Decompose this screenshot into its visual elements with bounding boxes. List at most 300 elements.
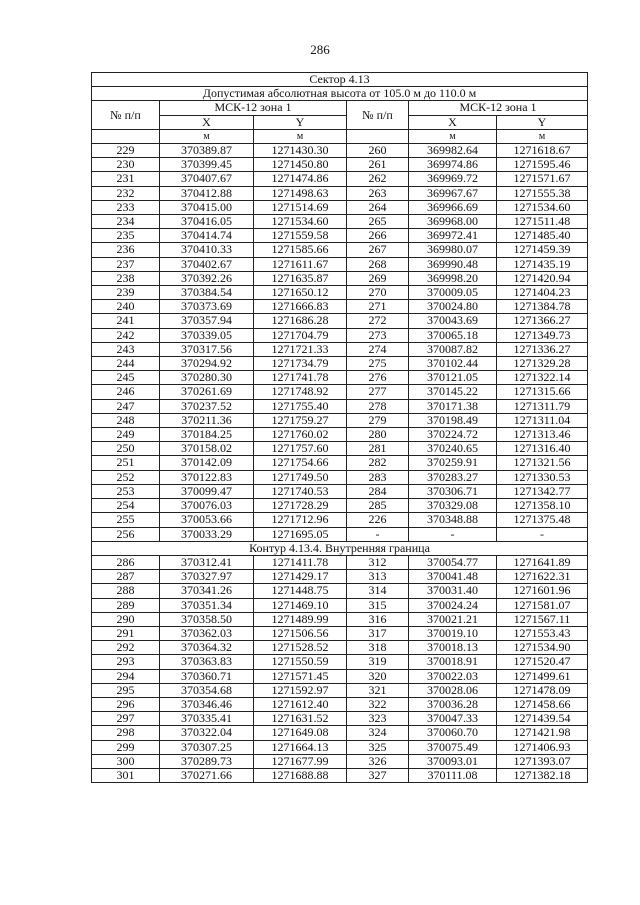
x-left: 370363.83 [160, 655, 254, 669]
x-left: 370261.69 [160, 385, 254, 399]
x-left: 370362.03 [160, 626, 254, 640]
point-num-right: 323 [347, 712, 409, 726]
x-right: 370283.27 [409, 470, 497, 484]
x-left: 370339.05 [160, 328, 254, 342]
point-num-left: 292 [92, 641, 160, 655]
table-row [92, 215, 588, 229]
y-right: 1271311.04 [497, 413, 588, 427]
table-row [92, 229, 588, 243]
y-right: 1271316.40 [497, 442, 588, 456]
y-right: 1271534.90 [497, 641, 588, 655]
x-left: 370373.69 [160, 300, 254, 314]
x-left: 370099.47 [160, 484, 254, 498]
x-left: 370211.36 [160, 413, 254, 427]
point-num-right: 260 [347, 144, 409, 158]
x-right: 370043.69 [409, 314, 497, 328]
table-row [92, 328, 588, 342]
x-left: 370289.73 [160, 754, 254, 768]
y-right: 1271595.46 [497, 158, 588, 172]
y-left: 1271759.27 [254, 413, 347, 427]
point-num-left: 252 [92, 470, 160, 484]
x-left: 370407.67 [160, 172, 254, 186]
x-right: 370111.08 [409, 768, 497, 782]
x-right: 369980.07 [409, 243, 497, 257]
y-left: 1271748.92 [254, 385, 347, 399]
x-right: 369968.00 [409, 215, 497, 229]
x-right: 370009.05 [409, 286, 497, 300]
y-right: 1271622.31 [497, 570, 588, 584]
x-left: 370280.30 [160, 371, 254, 385]
point-num-left: 231 [92, 172, 160, 186]
x-left: 370237.52 [160, 399, 254, 413]
x-left: 370294.92 [160, 357, 254, 371]
x-left: 370327.97 [160, 570, 254, 584]
table-row [92, 712, 588, 726]
table-row [92, 584, 588, 598]
x-left: 370389.87 [160, 144, 254, 158]
point-num-right: 325 [347, 740, 409, 754]
table-row [92, 314, 588, 328]
x-left: 370158.02 [160, 442, 254, 456]
point-num-left: 253 [92, 484, 160, 498]
header-row-1 [92, 101, 588, 115]
y-left: 1271469.10 [254, 598, 347, 612]
y-left: 1271757.60 [254, 442, 347, 456]
y-right: 1271435.19 [497, 257, 588, 271]
y-right: 1271406.93 [497, 740, 588, 754]
table-row [92, 428, 588, 442]
point-num-left: 234 [92, 215, 160, 229]
x-right: 370348.88 [409, 513, 497, 527]
sector-title-row [92, 73, 588, 87]
table-row [92, 470, 588, 484]
y-left: 1271734.79 [254, 357, 347, 371]
point-num-left: 256 [92, 527, 160, 541]
point-num-right: 263 [347, 186, 409, 200]
point-num-right: 274 [347, 342, 409, 356]
x-left: 370416.05 [160, 215, 254, 229]
table-row [92, 399, 588, 413]
table-row [92, 598, 588, 612]
table-row [92, 754, 588, 768]
x-left: 370076.03 [160, 499, 254, 513]
y-right: 1271641.89 [497, 555, 588, 569]
x-left: 370053.66 [160, 513, 254, 527]
y-left: 1271649.08 [254, 726, 347, 740]
y-right: 1271322.14 [497, 371, 588, 385]
x-left: 370414.74 [160, 229, 254, 243]
x-left: 370354.68 [160, 683, 254, 697]
x-right: 370121.05 [409, 371, 497, 385]
y-left: 1271760.02 [254, 428, 347, 442]
table-row [92, 158, 588, 172]
y-right: 1271553.43 [497, 626, 588, 640]
y-right: 1271349.73 [497, 328, 588, 342]
col-num-right: № п/п [347, 101, 409, 129]
table-row [92, 243, 588, 257]
unit-blank-left [92, 129, 160, 143]
point-num-left: 286 [92, 555, 160, 569]
y-right: 1271311.79 [497, 399, 588, 413]
x-right: 370259.91 [409, 456, 497, 470]
contour-title: Контур 4.13.4. Внутренняя граница [92, 541, 588, 555]
x-right: 369990.48 [409, 257, 497, 271]
col-num-left: № п/п [92, 101, 160, 129]
y-left: 1271749.50 [254, 470, 347, 484]
col-y-left: Y [254, 115, 347, 129]
table-row [92, 300, 588, 314]
point-num-right: 321 [347, 683, 409, 697]
y-left: 1271571.45 [254, 669, 347, 683]
y-left: 1271650.12 [254, 286, 347, 300]
x-left: 370335.41 [160, 712, 254, 726]
y-right: 1271366.27 [497, 314, 588, 328]
x-right: 370171.38 [409, 399, 497, 413]
point-num-right: 269 [347, 271, 409, 285]
point-num-right: 318 [347, 641, 409, 655]
x-right: 369998.20 [409, 271, 497, 285]
y-left: 1271430.30 [254, 144, 347, 158]
y-left: 1271474.86 [254, 172, 347, 186]
y-right: 1271382.18 [497, 768, 588, 782]
y-left: 1271534.60 [254, 215, 347, 229]
point-num-right: 271 [347, 300, 409, 314]
col-x-left: X [160, 115, 254, 129]
y-right: 1271439.54 [497, 712, 588, 726]
point-num-left: 241 [92, 314, 160, 328]
point-num-left: 230 [92, 158, 160, 172]
point-num-left: 237 [92, 257, 160, 271]
x-right: 370198.49 [409, 413, 497, 427]
x-left: 370142.09 [160, 456, 254, 470]
y-right: 1271534.60 [497, 200, 588, 214]
x-right: 370024.24 [409, 598, 497, 612]
point-num-left: 254 [92, 499, 160, 513]
table-row [92, 342, 588, 356]
x-right: 370036.28 [409, 697, 497, 711]
point-num-right: 283 [347, 470, 409, 484]
y-right: 1271393.07 [497, 754, 588, 768]
x-right: 370028.06 [409, 683, 497, 697]
page-number: 286 [310, 42, 330, 57]
y-right: 1271384.78 [497, 300, 588, 314]
table-row [92, 271, 588, 285]
point-num-right: 326 [347, 754, 409, 768]
y-right: 1271342.77 [497, 484, 588, 498]
coord-system-left: МСК-12 зона 1 [160, 101, 347, 115]
y-left: 1271585.66 [254, 243, 347, 257]
y-left: 1271635.87 [254, 271, 347, 285]
table-row [92, 740, 588, 754]
x-right: 370329.08 [409, 499, 497, 513]
x-left: 370410.33 [160, 243, 254, 257]
x-left: 370357.94 [160, 314, 254, 328]
point-num-right: 324 [347, 726, 409, 740]
x-left: 370415.00 [160, 200, 254, 214]
point-num-right: 313 [347, 570, 409, 584]
point-num-left: 251 [92, 456, 160, 470]
point-num-left: 232 [92, 186, 160, 200]
point-num-left: 248 [92, 413, 160, 427]
y-left: 1271740.53 [254, 484, 347, 498]
point-num-right: 319 [347, 655, 409, 669]
y-right: 1271458.66 [497, 697, 588, 711]
table-row [92, 484, 588, 498]
point-num-left: 299 [92, 740, 160, 754]
y-left: 1271741.78 [254, 371, 347, 385]
y-left: 1271712.96 [254, 513, 347, 527]
y-right: 1271581.07 [497, 598, 588, 612]
table-row [92, 456, 588, 470]
point-num-right: 279 [347, 413, 409, 427]
height-range-row [92, 87, 588, 101]
table-row [92, 626, 588, 640]
y-left: 1271704.79 [254, 328, 347, 342]
point-num-left: 294 [92, 669, 160, 683]
x-right: 370306.71 [409, 484, 497, 498]
y-left: 1271448.75 [254, 584, 347, 598]
x-right: 370054.77 [409, 555, 497, 569]
y-right: 1271358.10 [497, 499, 588, 513]
point-num-right: 261 [347, 158, 409, 172]
y-left: 1271559.58 [254, 229, 347, 243]
y-left: 1271450.80 [254, 158, 347, 172]
point-num-right: - [347, 527, 409, 541]
table-row [92, 286, 588, 300]
point-num-left: 242 [92, 328, 160, 342]
sector-title: Сектор 4.13 [92, 73, 588, 87]
point-num-right: 314 [347, 584, 409, 598]
x-left: 370412.88 [160, 186, 254, 200]
point-num-left: 233 [92, 200, 160, 214]
y-right: 1271459.39 [497, 243, 588, 257]
col-x-right: X [409, 115, 497, 129]
x-left: 370122.83 [160, 470, 254, 484]
y-left: 1271612.40 [254, 697, 347, 711]
point-num-right: 270 [347, 286, 409, 300]
x-left: 370364.32 [160, 641, 254, 655]
unit-x-right: м [409, 129, 497, 143]
x-left: 370271.66 [160, 768, 254, 782]
y-left: 1271728.29 [254, 499, 347, 513]
table-row [92, 527, 588, 541]
point-num-right: 276 [347, 371, 409, 385]
x-left: 370346.46 [160, 697, 254, 711]
point-num-left: 250 [92, 442, 160, 456]
y-left: 1271528.52 [254, 641, 347, 655]
y-left: 1271550.59 [254, 655, 347, 669]
point-num-left: 235 [92, 229, 160, 243]
table-row [92, 442, 588, 456]
point-num-right: 316 [347, 612, 409, 626]
x-right: 369967.67 [409, 186, 497, 200]
table-row [92, 570, 588, 584]
x-right: 370065.18 [409, 328, 497, 342]
point-num-left: 229 [92, 144, 160, 158]
point-num-left: 240 [92, 300, 160, 314]
point-num-right: 267 [347, 243, 409, 257]
point-num-right: 272 [347, 314, 409, 328]
table-row [92, 612, 588, 626]
y-left: 1271695.05 [254, 527, 347, 541]
y-left: 1271592.97 [254, 683, 347, 697]
table-row [92, 499, 588, 513]
y-right: 1271313.46 [497, 428, 588, 442]
point-num-left: 295 [92, 683, 160, 697]
point-num-left: 291 [92, 626, 160, 640]
point-num-right: 278 [347, 399, 409, 413]
y-right: 1271336.27 [497, 342, 588, 356]
table-row [92, 186, 588, 200]
table-row [92, 357, 588, 371]
point-num-left: 249 [92, 428, 160, 442]
point-num-left: 298 [92, 726, 160, 740]
point-num-left: 301 [92, 768, 160, 782]
x-right: 370031.40 [409, 584, 497, 598]
table-row [92, 669, 588, 683]
point-num-left: 288 [92, 584, 160, 598]
y-right: 1271499.61 [497, 669, 588, 683]
point-num-right: 285 [347, 499, 409, 513]
x-left: 370402.67 [160, 257, 254, 271]
x-left: 370358.50 [160, 612, 254, 626]
y-right: 1271329.28 [497, 357, 588, 371]
table-row [92, 768, 588, 782]
y-left: 1271429.17 [254, 570, 347, 584]
unit-blank-right [347, 129, 409, 143]
point-num-left: 238 [92, 271, 160, 285]
y-right: 1271555.38 [497, 186, 588, 200]
x-right: 370102.44 [409, 357, 497, 371]
point-num-right: 273 [347, 328, 409, 342]
y-left: 1271631.52 [254, 712, 347, 726]
y-right: 1271330.53 [497, 470, 588, 484]
y-right: 1271321.56 [497, 456, 588, 470]
x-right: 370224.72 [409, 428, 497, 442]
units-row [92, 129, 588, 143]
y-left: 1271514.69 [254, 200, 347, 214]
point-num-left: 245 [92, 371, 160, 385]
table-row [92, 385, 588, 399]
x-left: 370312.41 [160, 555, 254, 569]
x-right: - [409, 527, 497, 541]
point-num-right: 320 [347, 669, 409, 683]
table-row [92, 413, 588, 427]
y-right: 1271571.67 [497, 172, 588, 186]
header-row-2 [92, 115, 588, 129]
x-left: 370307.25 [160, 740, 254, 754]
point-num-right: 280 [347, 428, 409, 442]
point-num-right: 281 [347, 442, 409, 456]
point-num-right: 315 [347, 598, 409, 612]
point-num-right: 266 [347, 229, 409, 243]
table-row [92, 655, 588, 669]
y-left: 1271506.56 [254, 626, 347, 640]
point-num-right: 327 [347, 768, 409, 782]
y-left: 1271489.99 [254, 612, 347, 626]
point-num-right: 312 [347, 555, 409, 569]
col-y-right: Y [497, 115, 588, 129]
contour-title-row [92, 541, 588, 555]
point-num-left: 243 [92, 342, 160, 356]
y-left: 1271688.88 [254, 768, 347, 782]
x-right: 369972.41 [409, 229, 497, 243]
x-right: 370075.49 [409, 740, 497, 754]
x-right: 370024.80 [409, 300, 497, 314]
point-num-right: 322 [347, 697, 409, 711]
x-left: 370317.56 [160, 342, 254, 356]
x-left: 370322.04 [160, 726, 254, 740]
y-right: 1271478.09 [497, 683, 588, 697]
x-right: 370087.82 [409, 342, 497, 356]
y-right: 1271404.23 [497, 286, 588, 300]
y-right: 1271601.96 [497, 584, 588, 598]
table-row [92, 555, 588, 569]
y-left: 1271755.40 [254, 399, 347, 413]
table-row [92, 371, 588, 385]
y-left: 1271498.63 [254, 186, 347, 200]
x-right: 370060.70 [409, 726, 497, 740]
unit-y-right: м [497, 129, 588, 143]
y-left: 1271664.13 [254, 740, 347, 754]
x-left: 370399.45 [160, 158, 254, 172]
point-num-right: 262 [347, 172, 409, 186]
point-num-right: 282 [347, 456, 409, 470]
coordinates-table [91, 72, 588, 783]
coordinates-table-body [92, 73, 588, 783]
height-range: Допустимая абсолютная высота от 105.0 м до 110.0 м [92, 87, 588, 101]
y-left: 1271411.78 [254, 555, 347, 569]
point-num-left: 255 [92, 513, 160, 527]
table-row [92, 726, 588, 740]
point-num-right: 317 [347, 626, 409, 640]
coord-system-right: МСК-12 зона 1 [409, 101, 588, 115]
x-right: 370021.21 [409, 612, 497, 626]
table-row [92, 513, 588, 527]
y-left: 1271754.66 [254, 456, 347, 470]
point-num-left: 293 [92, 655, 160, 669]
y-right: 1271421.98 [497, 726, 588, 740]
x-right: 370145.22 [409, 385, 497, 399]
point-num-right: 268 [347, 257, 409, 271]
point-num-right: 226 [347, 513, 409, 527]
x-right: 370022.03 [409, 669, 497, 683]
point-num-left: 300 [92, 754, 160, 768]
x-left: 370392.26 [160, 271, 254, 285]
unit-y-left: м [254, 129, 347, 143]
point-num-left: 289 [92, 598, 160, 612]
x-right: 369982.64 [409, 144, 497, 158]
table-row [92, 641, 588, 655]
point-num-left: 247 [92, 399, 160, 413]
x-right: 370018.13 [409, 641, 497, 655]
x-left: 370360.71 [160, 669, 254, 683]
x-right: 370093.01 [409, 754, 497, 768]
y-right: 1271618.67 [497, 144, 588, 158]
x-left: 370341.26 [160, 584, 254, 598]
x-right: 370047.33 [409, 712, 497, 726]
point-num-right: 275 [347, 357, 409, 371]
y-left: 1271677.99 [254, 754, 347, 768]
y-left: 1271686.28 [254, 314, 347, 328]
point-num-left: 236 [92, 243, 160, 257]
x-left: 370351.34 [160, 598, 254, 612]
point-num-right: 284 [347, 484, 409, 498]
y-right: - [497, 527, 588, 541]
x-right: 370041.48 [409, 570, 497, 584]
table-row [92, 144, 588, 158]
x-right: 370240.65 [409, 442, 497, 456]
